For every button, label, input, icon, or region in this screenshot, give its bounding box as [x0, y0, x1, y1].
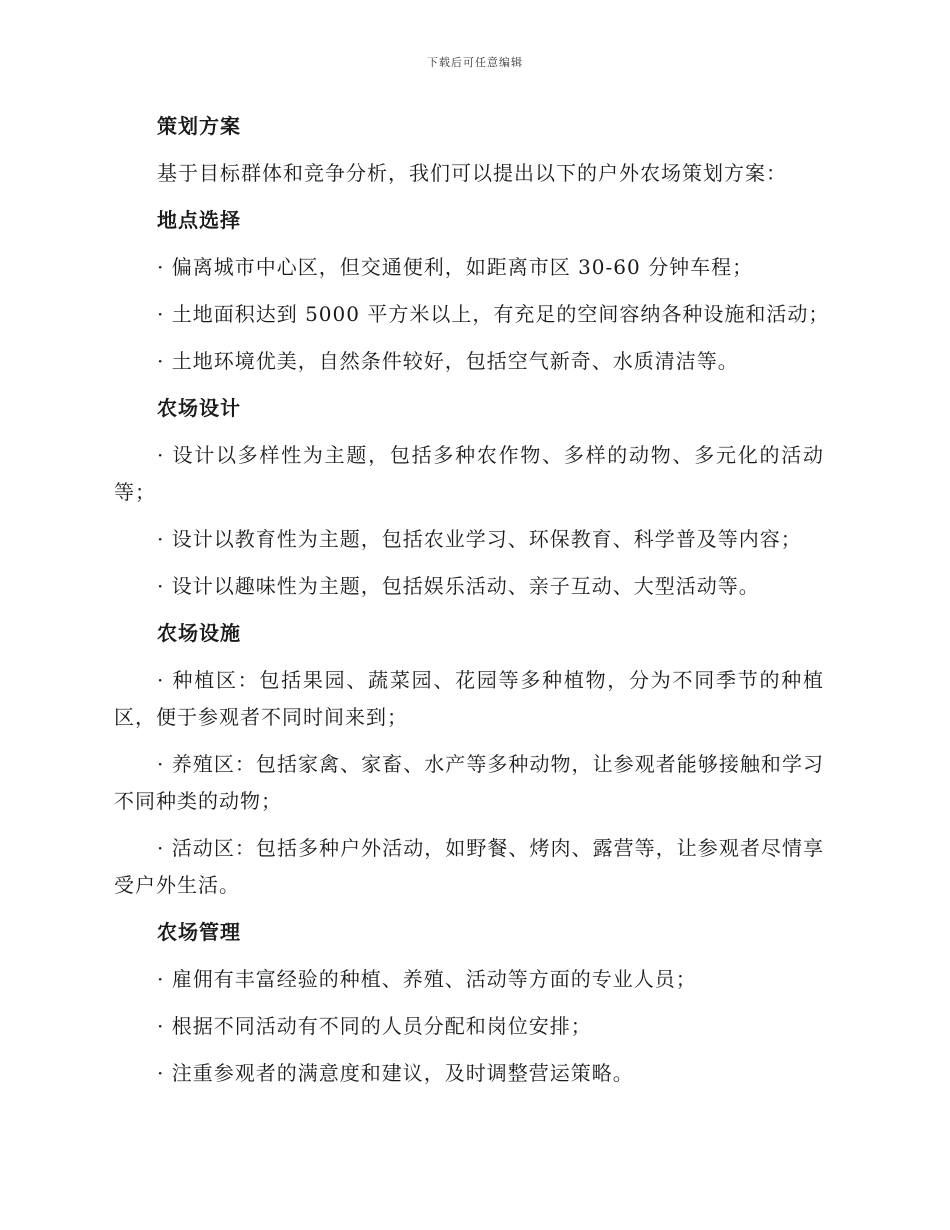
section-heading-facilities: 农场设施	[157, 621, 241, 645]
list-item: · 根据不同活动有不同的人员分配和岗位安排；	[157, 1014, 592, 1038]
list-item: · 雇佣有丰富经验的种植、养殖、活动等方面的专业人员；	[157, 967, 697, 991]
section-heading-design: 农场设计	[157, 396, 241, 420]
section-heading-plan: 策划方案	[157, 114, 241, 138]
list-item: · 养殖区：包括家禽、家畜、水产等多种动物，让参观者能够接触和学习不同种类的动物；	[114, 752, 824, 813]
list-item: · 设计以多样性为主题，包括多种农作物、多样的动物、多元化的活动等；	[114, 443, 824, 504]
list-item: · 设计以教育性为主题，包括农业学习、环保教育、科学普及等内容；	[157, 527, 802, 551]
list-item: · 设计以趣味性为主题，包括娱乐活动、亲子互动、大型活动等。	[157, 574, 760, 598]
page-header: 下载后可任意编辑	[427, 56, 523, 69]
list-item: · 偏离城市中心区，但交通便利，如距离市区 30-60 分钟车程；	[157, 255, 754, 279]
document-body	[114, 108, 830, 1102]
list-item: · 种植区：包括果园、蔬菜园、花园等多种植物，分为不同季节的种植区，便于参观者不同时间来到；	[114, 668, 824, 729]
paragraph: 基于目标群体和竞争分析，我们可以提出以下的户外农场策划方案：	[157, 161, 787, 185]
list-item: · 土地面积达到 5000 平方米以上，有充足的空间容纳各种设施和活动；	[157, 302, 830, 326]
section-heading-management: 农场管理	[157, 920, 241, 944]
list-item: · 土地环境优美，自然条件较好，包括空气新奇、水质清洁等。	[157, 349, 739, 373]
list-item: · 注重参观者的满意度和建议，及时调整营运策略。	[157, 1061, 634, 1085]
section-heading-location: 地点选择	[157, 208, 241, 232]
list-item: · 活动区：包括多种户外活动，如野餐、烤肉、露营等，让参观者尽情享受户外生活。	[114, 836, 824, 897]
